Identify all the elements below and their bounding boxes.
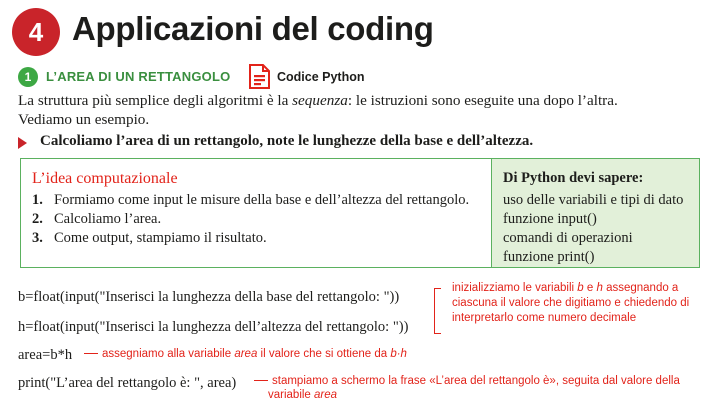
document-code-icon xyxy=(248,64,270,89)
code-line-print: print("L’area del rettangolo è: ", area) xyxy=(18,375,237,391)
annotation-dash xyxy=(254,380,268,381)
annotation-bracket xyxy=(434,288,441,334)
python-code-label: Codice Python xyxy=(277,70,365,84)
annotation-print-continued: variabile area xyxy=(268,389,338,401)
python-requirement-item: funzione input() xyxy=(503,211,597,227)
intro-text-line-2: Vediamo un esempio. xyxy=(18,111,150,128)
annotation-print: stampiamo a schermo la frase «L’area del rettangolo è», seguita dal valore della xyxy=(250,374,710,389)
section-number-badge: 1 xyxy=(18,67,38,87)
python-requirement-item: uso delle variabili e tipi di dato xyxy=(503,192,684,208)
annotation-inputs: inizializziamo le variabili b e h assegnando a ciascuna il valore che digitiamo e chiedendo di interpretarlo come numero decimale xyxy=(452,282,690,324)
idea-step: 3. Come output, stampiamo il risultato. xyxy=(32,230,267,246)
annotation-dash xyxy=(84,353,98,354)
python-requirement-item: comandi di operazioni xyxy=(503,230,633,246)
section-title: L’AREA DI UN RETTANGOLO xyxy=(46,69,231,84)
page-title: Applicazioni del coding xyxy=(72,10,434,47)
python-panel-heading: Di Python devi sapere: xyxy=(503,170,644,186)
arrow-bullet-icon xyxy=(18,137,27,149)
idea-step: 2. Calcoliamo l’area. xyxy=(32,211,162,227)
task-statement: Calcoliamo l’area di un rettangolo, note le lunghezze della base e dell’altezza. xyxy=(40,133,534,149)
intro-text-line-1: La struttura più semplice degli algoritmi è la sequenza: le istruzioni sono eseguite una dopo l’altra. xyxy=(18,92,618,109)
chapter-number-badge: 4 xyxy=(12,8,60,56)
annotation-area: assegniamo alla variabile area il valore che si ottiene da b·h xyxy=(80,348,407,360)
code-line-area: area=b*h xyxy=(18,347,73,363)
code-line-input-base: b=float(input("Inserisci la lunghezza della base del rettangolo: ")) xyxy=(18,289,400,305)
idea-heading: L’idea computazionale xyxy=(32,170,178,187)
idea-step: 1. Formiamo come input le misure della base e dell’altezza del rettangolo. xyxy=(32,192,470,208)
python-requirement-item: funzione print() xyxy=(503,249,595,265)
code-line-input-height: h=float(input("Inserisci la lunghezza dell’altezza del rettangolo: ")) xyxy=(18,319,409,335)
